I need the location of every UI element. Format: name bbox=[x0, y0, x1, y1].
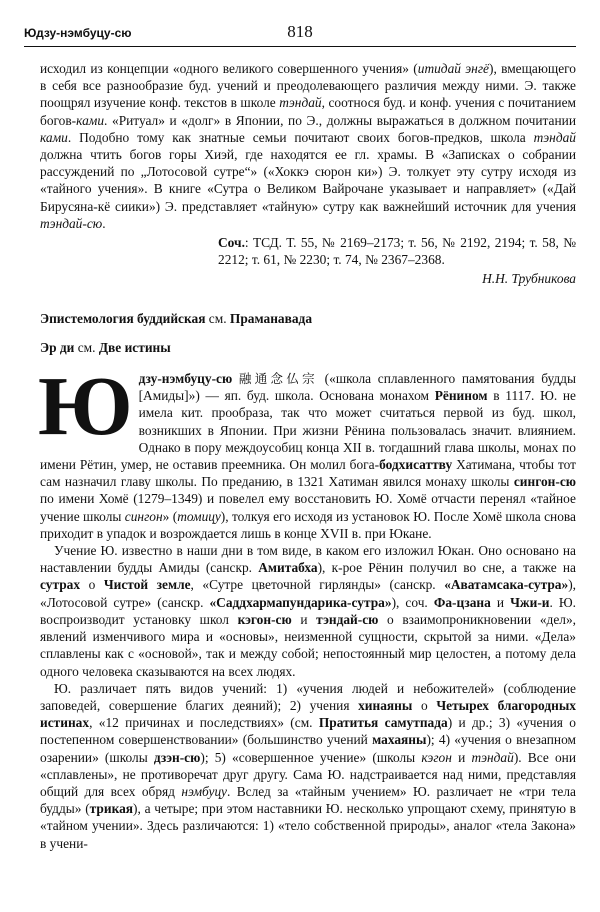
bold-link[interactable]: Пратитья самутпада bbox=[318, 715, 448, 731]
bold-link[interactable]: тэндай-сю bbox=[316, 611, 379, 627]
running-head: Юдзу-нэмбуцу-сю bbox=[24, 26, 132, 40]
text-run: ) и др.; 3) «учения о постепенном совершенствовании» (большинство учений bbox=[40, 715, 576, 748]
text-run: и bbox=[291, 611, 317, 627]
text-run: и bbox=[451, 749, 472, 765]
page-body bbox=[40, 60, 576, 852]
text-run: . Вслед за «тайным учением» Ю. различает не «три тела будды» ( bbox=[40, 783, 577, 817]
bold-link[interactable]: Фа-цзана bbox=[433, 594, 491, 610]
text-run: . Ю. воспроизводит установку школ bbox=[40, 594, 577, 627]
bold-link[interactable]: кэгон-сю bbox=[237, 611, 292, 627]
italic-term: ками bbox=[40, 129, 68, 145]
entry-headword: дзу-нэмбуцу-сю bbox=[138, 371, 233, 387]
xref-see: см. bbox=[205, 310, 230, 326]
text-run: Ю. различает пять видов учений: 1) «учения людей и небожителей» (соблюдение заповедей, совершение благих деяний); 2) учения bbox=[40, 680, 576, 713]
bold-link[interactable]: сутрах bbox=[40, 577, 81, 593]
bold-link[interactable]: Амитабха bbox=[258, 560, 318, 576]
bold-link[interactable]: дзэн-сю bbox=[153, 749, 201, 765]
text-run: . «Ритуал» и «долг» в Японии, по Э., должны выражаться в должном почитании bbox=[104, 112, 576, 128]
text-run: . bbox=[102, 215, 106, 231]
italic-term: кэгон bbox=[421, 749, 452, 765]
text-run: по имени Хомё (1279–1349) и повелел ему восстановить Ю. Хомё отчасти перенял «тайное учение школы bbox=[40, 491, 576, 524]
xref-term: Эр ди bbox=[40, 339, 75, 355]
text-run: о взаимопроникновении «дел», явлений изменчивого мира и «основы», неизменной сущности, скрытой за ними. «Дела» сплавлены как с «основой», так и между собой; непостоянный мир целостен, а потому дела одного человека сказываются на всех людях. bbox=[40, 611, 576, 679]
author-signature: Н.Н. Трубникова bbox=[482, 271, 576, 287]
entry-paragraph-2 bbox=[40, 542, 576, 680]
works-label: Соч. bbox=[218, 235, 245, 251]
text-run: . Подобно тому как знатные семьи почитают своих богов-предков, школа bbox=[67, 129, 534, 145]
previous-entry-paragraph bbox=[40, 60, 576, 232]
text-run: ); 5) «совершенное учение» (школы bbox=[200, 749, 422, 765]
text-run: ), «Лотосовой сутре» (санскр. bbox=[40, 577, 577, 610]
text-run: и bbox=[490, 594, 511, 610]
text-run: Хатимана, чтобы тот сам назначил главу школы. По преданию, в 1321 Хатиман явился монаху школы bbox=[40, 457, 576, 490]
text-run: ), к-рое Рёнин получил во сне, а также на bbox=[317, 560, 576, 576]
bold-link[interactable]: махаяны bbox=[372, 732, 427, 748]
xref-target-link[interactable]: Две истины bbox=[98, 339, 171, 355]
italic-term: тэндай-сю bbox=[40, 215, 103, 231]
xref-term: Эпистемология буддийская bbox=[40, 310, 206, 326]
text-run: о bbox=[412, 697, 437, 713]
bold-link[interactable]: Рёнином bbox=[434, 388, 488, 404]
text-run: ), соч. bbox=[391, 594, 434, 610]
bold-link[interactable]: Чистой земле bbox=[103, 577, 191, 593]
bold-link[interactable]: «Саддхармапундарика-сутра» bbox=[209, 594, 392, 610]
bold-link[interactable]: Чжи-и bbox=[510, 594, 550, 610]
italic-term: ками bbox=[76, 112, 105, 128]
entry-paragraph-1 bbox=[38, 360, 576, 542]
text-run: ), а четыре; при этом наставники Ю. несколько упрощают схему, принятую в «тайном учении». Здесь различаются: 1) «тело собственной природы», аналог «тела Закона» в учени- bbox=[40, 801, 577, 851]
bold-link[interactable]: Четырех благородных истинах bbox=[40, 697, 576, 731]
text-run: («школа сплавленного памятования будды [Амиды]») — яп. буд. школа. Основана монахом bbox=[138, 371, 576, 404]
text-run: , «12 причинах и последствиях» (см. bbox=[89, 715, 319, 731]
cjk-characters: 融通念仏宗 bbox=[238, 371, 319, 387]
works-list: : ТСД. Т. 55, № 2169–2173; т. 56, № 2192, 2194; т. 58, № 2212; т. 61, № 2230; т. 74, № 2367–2368. bbox=[218, 235, 576, 268]
italic-term: томицу bbox=[177, 508, 221, 524]
text-run: ), толкуя его исходя из установок Ю. После Хомё школа снова приходит в упадок и возрождается лишь в конце XVII в. при Юкане. bbox=[40, 508, 576, 541]
italic-term: нэмбуцу bbox=[181, 783, 227, 799]
text-run bbox=[232, 371, 239, 386]
text-run: ); 4) «учения о внезапном озарении» (школы bbox=[40, 732, 576, 765]
bold-link[interactable]: бодхисаттву bbox=[379, 457, 453, 473]
text-run: , соотнося буд. и конф. учения с почитанием богов- bbox=[40, 95, 576, 128]
italic-term: итидай энгё bbox=[417, 61, 489, 76]
italic-term: тэндай bbox=[533, 129, 576, 145]
italic-term: тэндай bbox=[471, 749, 514, 765]
text-run: ). Все они «сплавлены», не противоречат друг другу. Сама Ю. надстраивается над ними, представляя общий для всех обряд bbox=[40, 749, 576, 799]
bold-link[interactable]: «Аватамсака-сутра» bbox=[444, 577, 569, 593]
page-header bbox=[24, 24, 576, 47]
text-run: ), вмещающего в себя все разнообразие буд. учений и преодолевающего различия между ними. Э. также поощрял изучение конф. текстов в школе bbox=[40, 61, 576, 111]
text-run: в 1117. Ю. не имела кит. прообраза, так что может считаться первой из буд. школ, возникших в Японии. При жизни Рёнина пользовалась значит. влиянием. Однако в пору междоусобиц конца XII в. тогдашний глава школы, монах по имени Рётин, умер, не оставив преемника. Он молил бога- bbox=[40, 388, 576, 473]
cross-reference-er-di bbox=[40, 339, 576, 356]
page-number: 818 bbox=[287, 22, 313, 41]
bold-link[interactable]: трикая bbox=[89, 801, 134, 817]
italic-term: тэндай bbox=[279, 95, 322, 111]
xref-target-link[interactable]: Праманавада bbox=[229, 310, 313, 326]
text-run: исходил из концепции «одного великого совершенного учения» ( bbox=[40, 61, 418, 76]
bold-link[interactable]: хинаяны bbox=[358, 697, 413, 713]
cross-reference-epistemology bbox=[40, 310, 576, 327]
drop-cap: Ю bbox=[38, 360, 133, 454]
text-run: » ( bbox=[162, 508, 178, 524]
works-references bbox=[218, 234, 576, 268]
text-run: Учение Ю. известно в наши дни в том виде, в каком его изложил Юкан. Оно основано на наставлении будды Амиды (санскр. bbox=[40, 543, 576, 576]
xref-see: см. bbox=[74, 339, 99, 355]
entry-paragraph-3 bbox=[40, 680, 576, 852]
italic-term: сингон bbox=[124, 508, 163, 524]
text-run: , «Сутре цветочной гирлянды» (санскр. bbox=[190, 577, 445, 593]
text-run: о bbox=[80, 577, 104, 593]
bold-link[interactable]: сингон-сю bbox=[513, 474, 576, 490]
text-run: должна чтить богов горы Хиэй, где находятся ее гл. храмы. В «Записках о собрании рассуждений по „Лотосовой сутре“» («Хоккэ сюрон ки») Э. толкует эту сутру исходя из «тайного учения». В книге «Сутра о Великом Вайрочане указывает и направляет» («Дай Бирусяна-кё сиики») Э. представляет «тайную» сутру как важнейший источник для учения bbox=[40, 147, 576, 214]
